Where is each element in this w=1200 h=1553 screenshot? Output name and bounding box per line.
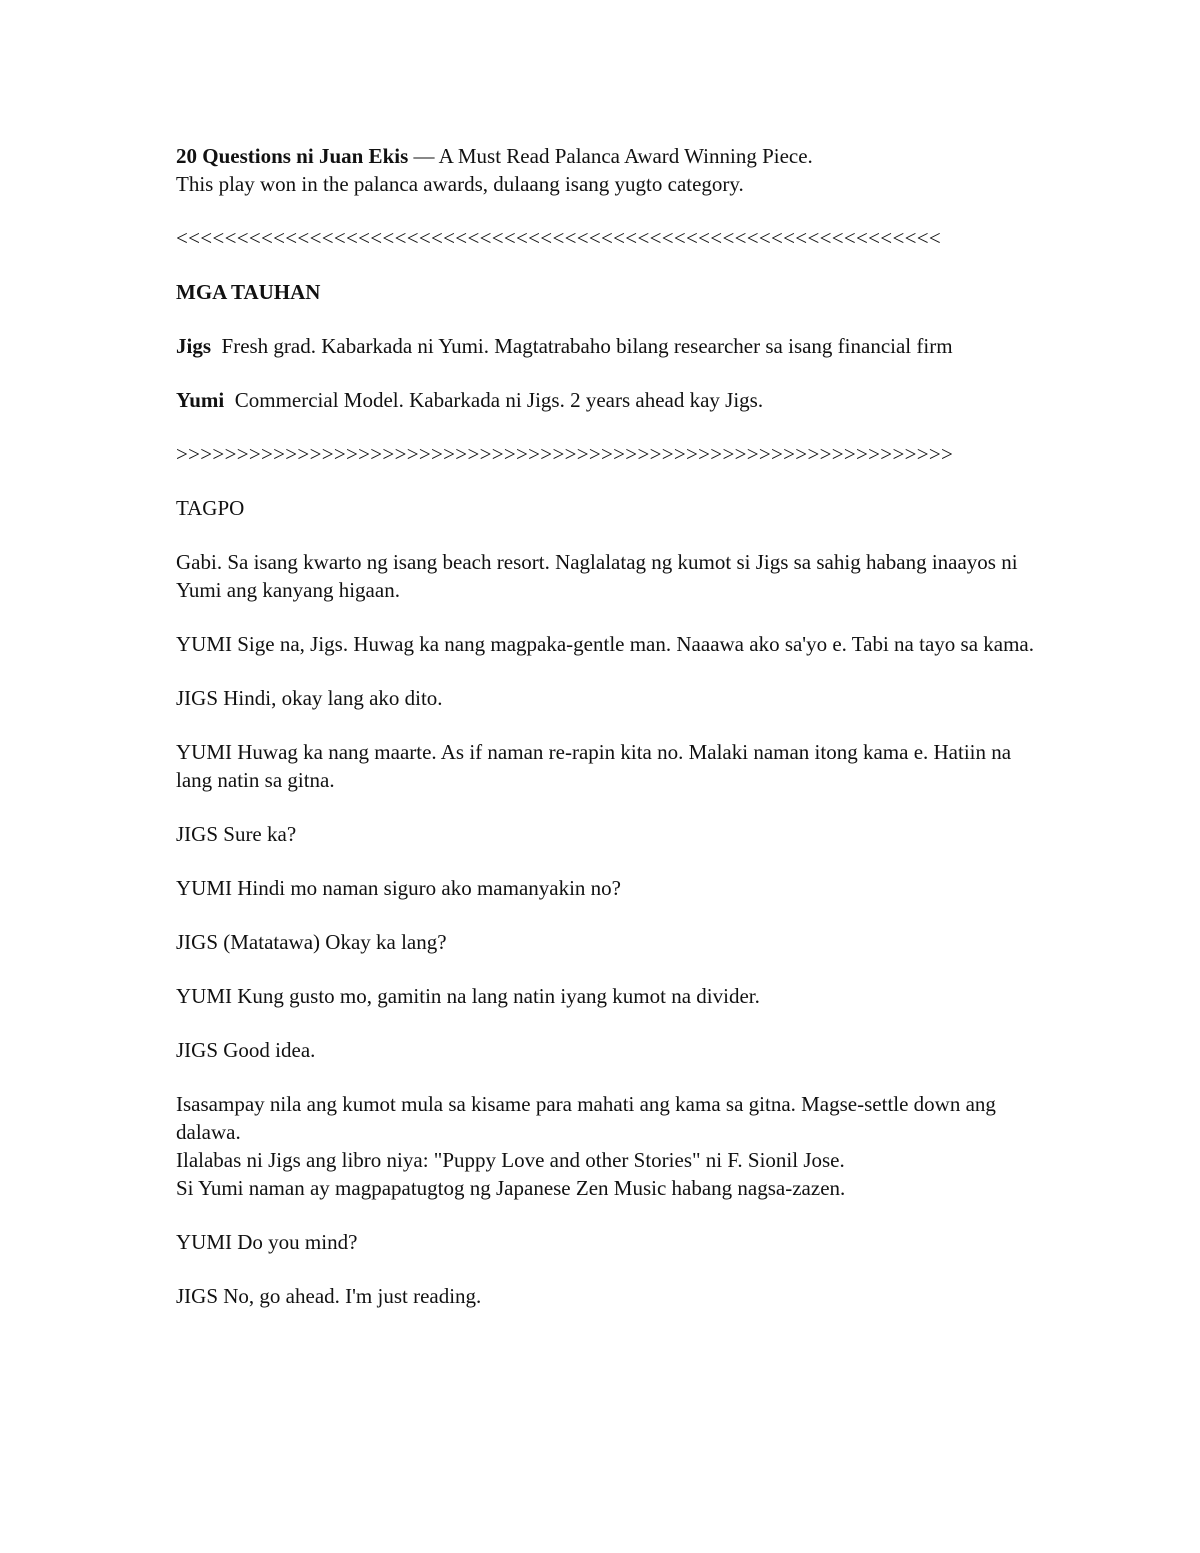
title-bold: 20 Questions ni Juan Ekis bbox=[176, 144, 409, 168]
separator-bottom: >>>>>>>>>>>>>>>>>>>>>>>>>>>>>>>>>>>>>>>>>>>>>>>>>>>>>>>>>>>>>>>> bbox=[176, 442, 954, 466]
separator-top: <<<<<<<<<<<<<<<<<<<<<<<<<<<<<<<<<<<<<<<<<<<<<<<<<<<<<<<<<<<<<<< bbox=[176, 226, 942, 250]
scene-setting: Gabi. Sa isang kwarto ng isang beach resort. Naglalatag ng kumot si Jigs sa sahig habang inaayos ni Yumi ang kanyang higaan. bbox=[176, 550, 1018, 602]
title-rest: — A Must Read Palanca Award Winning Piece. bbox=[408, 144, 813, 168]
dialogue-line: JIGS Sure ka? bbox=[176, 822, 297, 846]
dialogue-line: JIGS Hindi, okay lang ako dito. bbox=[176, 686, 443, 710]
stage-direction-line: Si Yumi naman ay magpapatugtog ng Japanese Zen Music habang nagsa-zazen. bbox=[176, 1176, 846, 1200]
stage-direction bbox=[176, 1090, 1036, 1202]
dialogue-line: YUMI Do you mind? bbox=[176, 1230, 358, 1254]
document-title bbox=[176, 142, 1036, 170]
stage-direction-line: Ilalabas ni Jigs ang libro niya: "Puppy Love and other Stories" ni F. Sionil Jose. bbox=[176, 1148, 845, 1172]
dialogue-line: JIGS (Matatawa) Okay ka lang? bbox=[176, 930, 447, 954]
character-name: Yumi bbox=[176, 388, 225, 412]
character-description: Fresh grad. Kabarkada ni Yumi. Magtatrabaho bilang researcher sa isang financial firm bbox=[221, 334, 953, 358]
character-entry-jigs bbox=[176, 332, 1036, 360]
dialogue-line: YUMI Kung gusto mo, gamitin na lang natin iyang kumot na divider. bbox=[176, 984, 760, 1008]
cast-heading: MGA TAUHAN bbox=[176, 280, 321, 304]
document-subtitle: This play won in the palanca awards, dulaang isang yugto category. bbox=[176, 172, 744, 196]
scene-heading: TAGPO bbox=[176, 496, 245, 520]
dialogue-line: JIGS No, go ahead. I'm just reading. bbox=[176, 1284, 482, 1308]
character-name: Jigs bbox=[176, 334, 212, 358]
stage-direction-line: Isasampay nila ang kumot mula sa kisame para mahati ang kama sa gitna. Magse-settle down ang dalawa. bbox=[176, 1092, 996, 1144]
dialogue-line: YUMI Hindi mo naman siguro ako mamanyakin no? bbox=[176, 876, 621, 900]
document-page bbox=[176, 142, 1036, 1310]
dialogue-line: JIGS Good idea. bbox=[176, 1038, 316, 1062]
character-entry-yumi bbox=[176, 386, 1036, 414]
dialogue-line: YUMI Sige na, Jigs. Huwag ka nang magpaka-gentle man. Naaawa ako sa'yo e. Tabi na tayo sa kama. bbox=[176, 632, 1034, 656]
character-description: Commercial Model. Kabarkada ni Jigs. 2 years ahead kay Jigs. bbox=[234, 388, 764, 412]
dialogue-line: YUMI Huwag ka nang maarte. As if naman re-rapin kita no. Malaki naman itong kama e. Hatiin na lang natin sa gitna. bbox=[176, 740, 1012, 792]
